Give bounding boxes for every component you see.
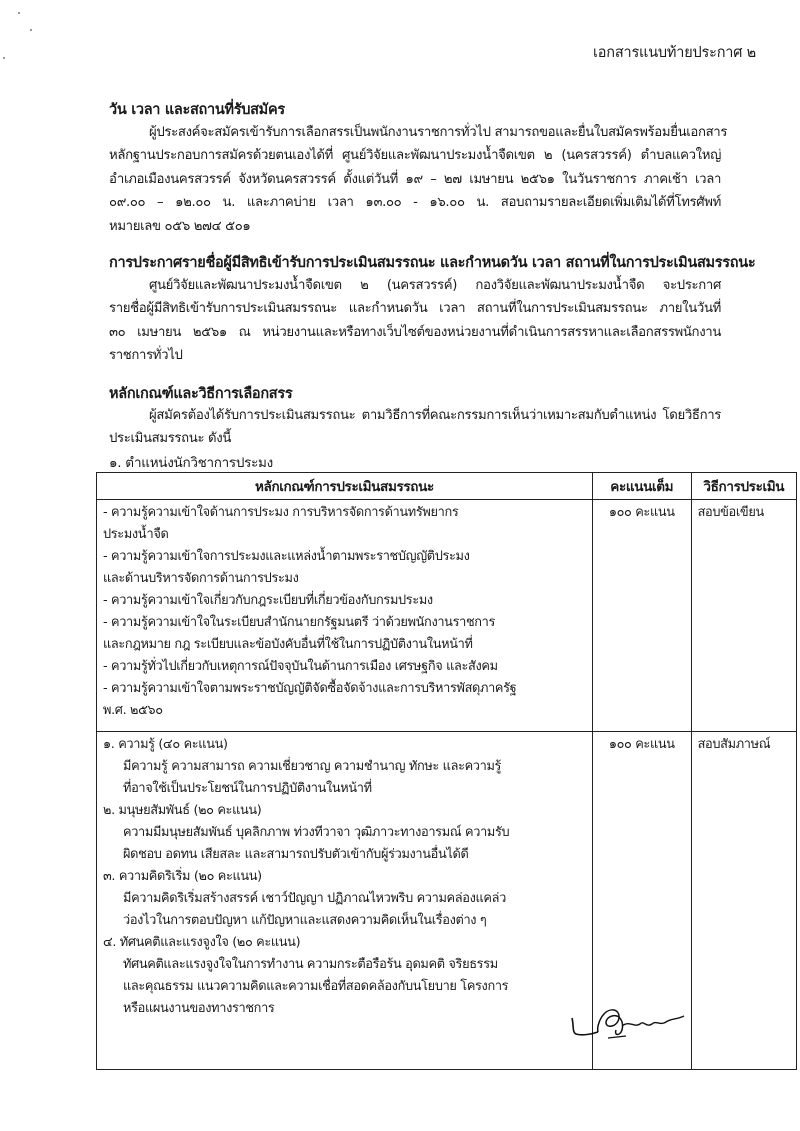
- text-line: รายชื่อผู้มีสิทธิเข้ารับการประเมินสมรรถนะ และกำหนดวัน เวลา สถานที่ในการประเมินสมรรถนะ ภายในวันที่: [109, 301, 721, 317]
- criteria-line: ว่องไวในการตอบปัญหา แก้ปัญหาและแสดงความคิดเห็นในเรื่องต่าง ๆ: [123, 913, 487, 928]
- criteria-line: ทัศนคติและแรงจูงใจในการทำงาน ความกระตือรือร้น อุดมคติ จริยธรรม: [123, 957, 498, 972]
- paragraph-application-period: [109, 121, 728, 238]
- criteria-line: ที่อาจใช้เป็นประโยชน์ในการปฏิบัติงานในหน้าที่: [123, 781, 372, 796]
- heading-application-period: วัน เวลา และสถานที่รับสมัคร: [109, 102, 285, 118]
- method-cell: สอบข้อเขียน: [691, 500, 796, 732]
- signature-icon: [568, 1000, 698, 1044]
- criteria-line: มีความรู้ ความสามารถ ความเชี่ยวชาญ ความชำนาญ ทักษะ และความรู้: [123, 759, 502, 774]
- text-line: หมายเลข ๐๕๖ ๒๗๔ ๕๐๑: [109, 218, 251, 234]
- criteria-line: และคุณธรรม แนวความคิดและความเชื่อที่สอดคล้องกับนโยบาย โครงการ: [123, 979, 509, 994]
- text-line: ผู้ประสงค์จะสมัครเข้ารับการเลือกสรรเป็นพนักงานราชการทั่วไป สามารถขอและยื่นใบสมัครพร้อมยื่นเอกสาร: [149, 125, 728, 140]
- criteria-table: [96, 472, 797, 1070]
- criteria-item-title: ๒. มนุษยสัมพันธ์ (๒๐ คะแนน): [103, 803, 262, 818]
- criteria-cell-interview: [97, 732, 593, 1070]
- position-label: ๑. ตำแหน่งนักวิชาการประมง: [109, 455, 273, 471]
- scan-speck: [30, 29, 32, 31]
- text-line: ผู้สมัครต้องได้รับการประเมินสมรรถนะ ตามวิธีการที่คณะกรรมการเห็นว่าเหมาะสมกับตำแหน่ง โดยวิธีการ: [149, 408, 721, 423]
- column-header-criteria: หลักเกณฑ์การประเมินสมรรถนะ: [97, 473, 593, 500]
- table-header-row: [97, 473, 797, 500]
- criteria-item-title: ๓. ความคิดริเริ่ม (๒๐ คะแนน): [103, 869, 262, 884]
- text-line: ประเมินสมรรถนะ ดังนี้: [109, 431, 232, 447]
- full-score-cell: ๑๐๐ คะแนน: [592, 500, 691, 732]
- criteria-line: ประมงน้ำจืด: [103, 527, 169, 542]
- full-score-cell: ๑๐๐ คะแนน: [592, 732, 691, 1070]
- criteria-item-title: ๑. ความรู้ (๔๐ คะแนน): [103, 737, 228, 752]
- scan-speck: [3, 57, 5, 59]
- criteria-line: พ.ศ. ๒๕๖๐: [103, 703, 163, 718]
- column-header-method: วิธีการประเมิน: [691, 473, 796, 500]
- criteria-line: - ความรู้ความเข้าใจการประมงและแหล่งน้ำตามพระราชบัญญัติประมง: [103, 549, 470, 564]
- criteria-item-title: ๔. ทัศนคติและแรงจูงใจ (๒๐ คะแนน): [103, 935, 301, 950]
- criteria-line: - ความรู้ความเข้าใจด้านการประมง การบริหารจัดการด้านทรัพยากร: [103, 505, 459, 520]
- criteria-line: - ความรู้ความเข้าใจในระเบียบสำนักนายกรัฐมนตรี ว่าด้วยพนักงานราชการ: [103, 615, 496, 630]
- column-header-full-score: คะแนนเต็ม: [592, 473, 691, 500]
- criteria-line: - ความรู้ความเข้าใจตามพระราชบัญญัติจัดซื้อจัดจ้างและการบริหารพัสดุภาครัฐ: [103, 681, 517, 696]
- text-line: ศูนย์วิจัยและพัฒนาประมงน้ำจืดเขต ๒ (นครสวรรค์) กองวิจัยและพัฒนาประมงน้ำจืด จะประกาศ: [149, 278, 721, 293]
- criteria-line: ผิดชอบ อดทน เสียสละ และสามารถปรับตัวเข้ากับผู้ร่วมงานอื่นได้ดี: [123, 847, 469, 862]
- criteria-line: - ความรู้ทั่วไปเกี่ยวกับเหตุการณ์ปัจจุบันในด้านการเมือง เศรษฐกิจ และสังคม: [103, 659, 498, 674]
- text-line: ๐๙.๐๐ – ๑๒.๐๐ น. และภาคบ่าย เวลา ๑๓.๐๐ - ๑๖.๐๐ น. สอบถามรายละเอียดเพิ่มเติมได้ที่โทรศัพท์: [109, 195, 721, 211]
- text-line: ๓๐ เมษายน ๒๕๖๑ ณ หน่วยงานและหรือทางเว็บไซต์ของหน่วยงานที่ดำเนินการสรรหาและเลือกสรรพนักงาน: [109, 324, 721, 340]
- criteria-line: หรือแผนงานของทางราชการ: [123, 1001, 275, 1016]
- heading-selection-criteria: หลักเกณฑ์และวิธีการเลือกสรร: [109, 386, 293, 402]
- criteria-line: - ความรู้ความเข้าใจเกี่ยวกับกฎระเบียบที่เกี่ยวข้องกับกรมประมง: [103, 593, 433, 608]
- text-line: อำเภอเมืองนครสวรรค์ จังหวัดนครสวรรค์ ตั้งแต่วันที่ ๑๙ – ๒๗ เมษายน ๒๕๖๑ ในวันราชการ ภาคเช้า เวลา: [109, 171, 721, 187]
- text-line: หลักฐานประกอบการสมัครด้วยตนเองได้ที่ ศูนย์วิจัยและพัฒนาประมงน้ำจืดเขต ๒ (นครสวรรค์) ตำบลแควใหญ่: [109, 148, 721, 164]
- method-cell: สอบสัมภาษณ์: [691, 732, 796, 1070]
- criteria-line: และกฎหมาย กฎ ระเบียบและข้อบังคับอื่นที่ใช้ในการปฏิบัติงานในหน้าที่: [103, 637, 473, 652]
- criteria-line: และด้านบริหารจัดการด้านการประมง: [103, 571, 299, 586]
- scan-speck: [18, 12, 20, 14]
- paragraph-announcement: [109, 274, 721, 368]
- criteria-line: มีความคิดริเริ่มสร้างสรรค์ เชาว์ปัญญา ปฏิภาณไหวพริบ ความคล่องแคล่ว: [123, 891, 506, 906]
- paragraph-selection-criteria: [109, 404, 721, 451]
- criteria-cell-written: [97, 500, 593, 732]
- text-line: ราชการทั่วไป: [109, 348, 183, 364]
- table-row: [97, 500, 797, 732]
- heading-announcement: การประกาศรายชื่อผู้มีสิทธิเข้ารับการประเมินสมรรถนะ และกำหนดวัน เวลา สถานที่ในการประเมินสมรรถนะ: [109, 255, 756, 271]
- annex-label: เอกสารแนบท้ายประกาศ ๒: [593, 45, 756, 61]
- criteria-line: ความมีมนุษยสัมพันธ์ บุคลิกภาพ ท่วงทีวาจา วุฒิภาวะทางอารมณ์ ความรับ: [123, 825, 510, 840]
